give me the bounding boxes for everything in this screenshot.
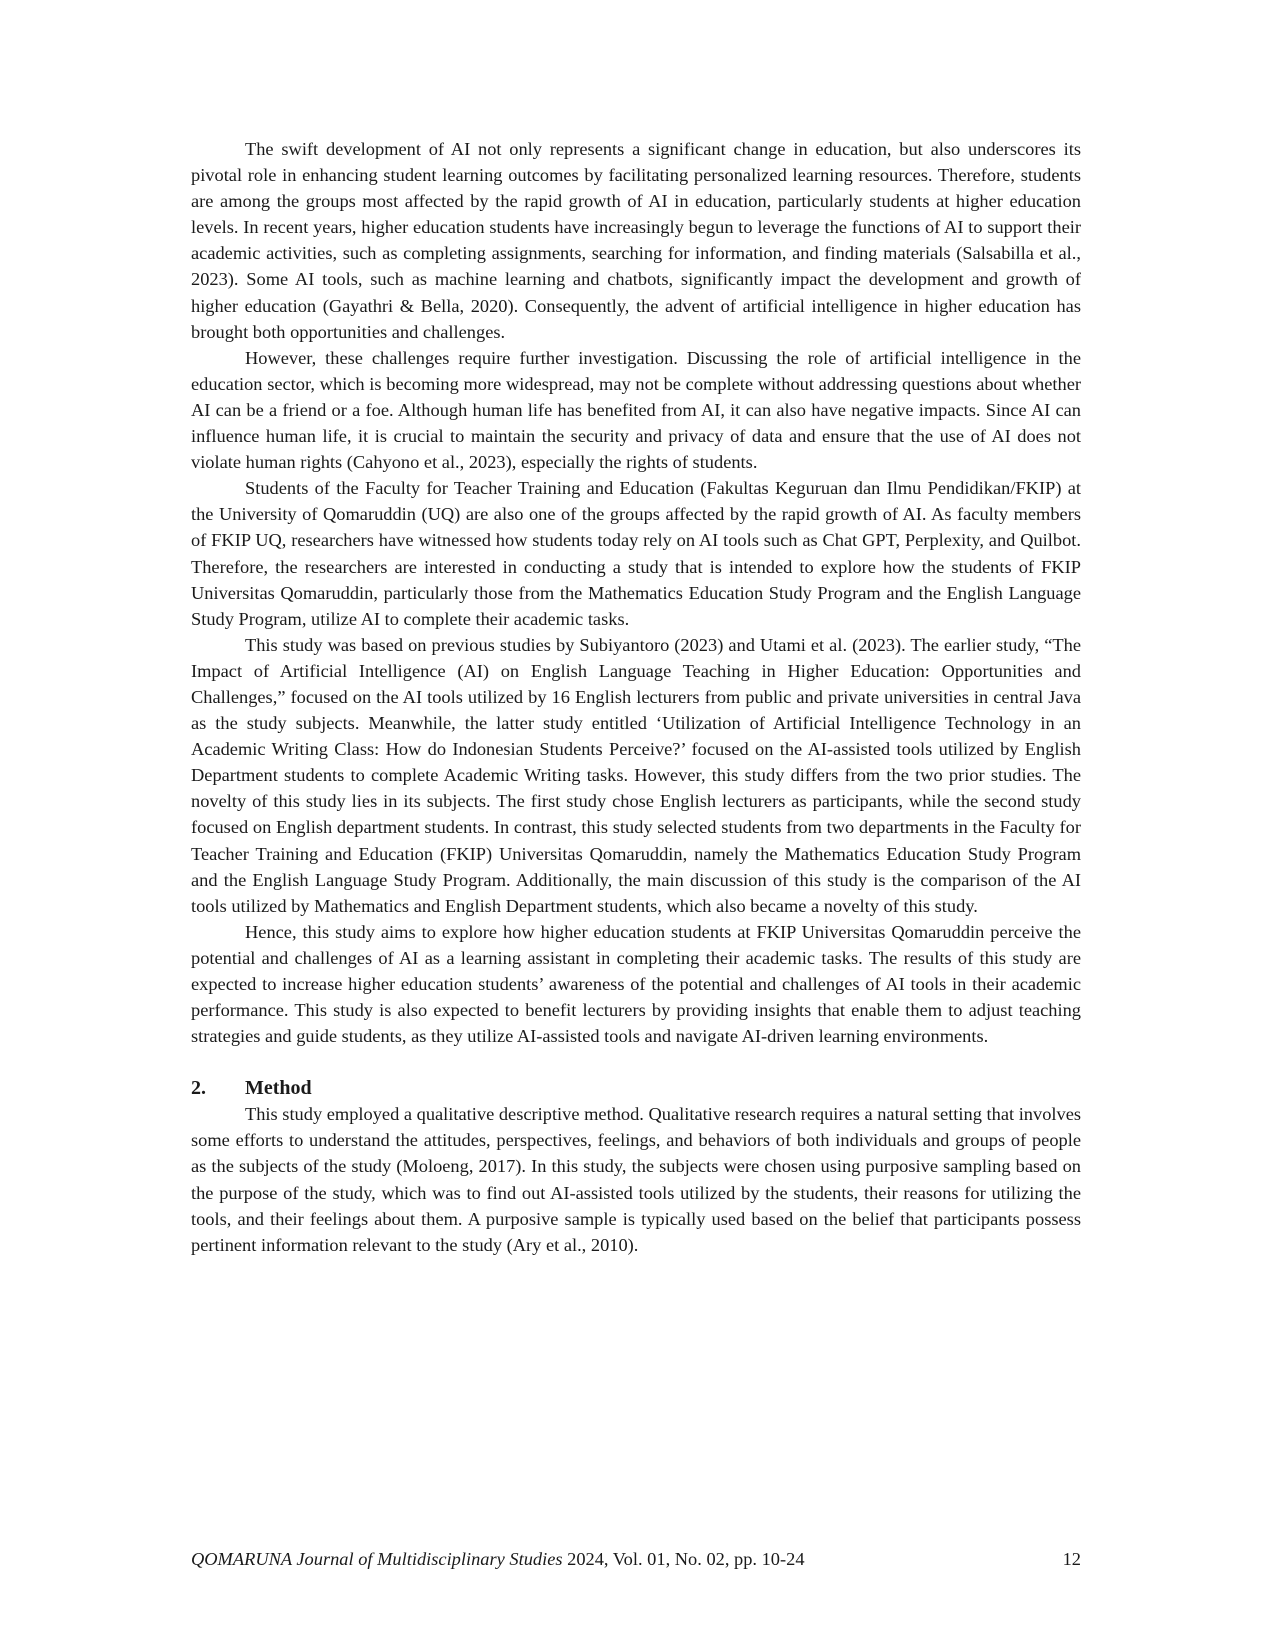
- page-footer: [191, 1547, 1081, 1571]
- body-paragraph: Hence, this study aims to explore how higher education students at FKIP Universitas Qomaruddin perceive the potential and challenges of AI as a learning assistant in completing their academic tasks. The results of this study are expected to increase higher education students’ awareness of the potential and challenges of AI tools in their academic performance. This study is also expected to benefit lecturers by providing insights that enable them to adjust teaching strategies and guide students, as they utilize AI-assisted tools and navigate AI-driven learning environments.: [191, 921, 1081, 1047]
- journal-volume-info: 2024, Vol. 01, No. 02, pp. 10-24: [562, 1549, 805, 1569]
- body-paragraph: This study was based on previous studies by Subiyantoro (2023) and Utami et al. (2023). The earlier study, “The Impact of Artificial Intelligence (AI) on English Language Teaching in Higher Education: Opportunities and Challenges,” focused on the AI tools utilized by 16 English lecturers from public and private universities in central Java as the study subjects. Meanwhile, the latter study entitled ‘Utilization of Artificial Intelligence Technology in an Academic Writing Class: How do Indonesian Students Perceive?’ focused on the AI-assisted tools utilized by English Department students to complete Academic Writing tasks. However, this study differs from the two prior studies. The novelty of this study lies in its subjects. The first study chose English lecturers as participants, while the second study focused on English department students. In contrast, this study selected students from two departments in the Faculty for Teacher Training and Education (FKIP) Universitas Qomaruddin, namely the Mathematics Education Study Program and the English Language Study Program. Additionally, the main discussion of this study is the comparison of the AI tools utilized by Mathematics and English Department students, which also became a novelty of this study.: [191, 634, 1081, 916]
- section-heading: [191, 1075, 1081, 1101]
- page-number: 12: [1062, 1549, 1081, 1569]
- footer-citation: [191, 1547, 805, 1571]
- section-title: Method: [245, 1077, 312, 1100]
- body-paragraph: However, these challenges require further investigation. Discussing the role of artificial intelligence in the education sector, which is becoming more widespread, may not be complete without addressing questions about whether AI can be a friend or a foe. Although human life has benefited from AI, it can also have negative impacts. Since AI can influence human life, it is crucial to maintain the security and privacy of data and ensure that the use of AI does not violate human rights (Cahyono et al., 2023), especially the rights of students.: [191, 347, 1081, 473]
- body-paragraph: Students of the Faculty for Teacher Training and Education (Fakultas Keguruan dan Ilmu Pendidikan/FKIP) at the University of Qomaruddin (UQ) are also one of the groups affected by the rapid growth of AI. As faculty members of FKIP UQ, researchers have witnessed how students today rely on AI tools such as Chat GPT, Perplexity, and Quilbot. Therefore, the researchers are interested in conducting a study that is intended to explore how the students of FKIP Universitas Qomaruddin, particularly those from the Mathematics Education Study Program and the English Language Study Program, utilize AI to complete their academic tasks.: [191, 478, 1081, 629]
- section-number: 2.: [191, 1077, 206, 1100]
- body-paragraph: The swift development of AI not only represents a significant change in education, but also underscores its pivotal role in enhancing student learning outcomes by facilitating personalized learning resources. Therefore, students are among the groups most affected by the rapid growth of AI in education, particularly students at higher education levels. In recent years, higher education students have increasingly begun to leverage the functions of AI to support their academic activities, such as completing assignments, searching for information, and finding materials (Salsabilla et al., 2023). Some AI tools, such as machine learning and chatbots, significantly impact the development and growth of higher education (Gayathri & Bella, 2020). Consequently, the advent of artificial intelligence in higher education has brought both opportunities and challenges.: [191, 139, 1081, 342]
- page-body: [191, 136, 1081, 1258]
- method-paragraph: This study employed a qualitative descriptive method. Qualitative research requires a natural setting that involves some efforts to understand the attitudes, perspectives, feelings, and behaviors of both individuals and groups of people as the subjects of the study (Moloeng, 2017). In this study, the subjects were chosen using purposive sampling based on the purpose of the study, which was to find out AI-assisted tools utilized by the students, their reasons for utilizing the tools, and their feelings about them. A purposive sample is typically used based on the belief that participants possess pertinent information relevant to the study (Ary et al., 2010).: [191, 1104, 1082, 1255]
- journal-name: QOMARUNA Journal of Multidisciplinary Studies: [191, 1549, 563, 1569]
